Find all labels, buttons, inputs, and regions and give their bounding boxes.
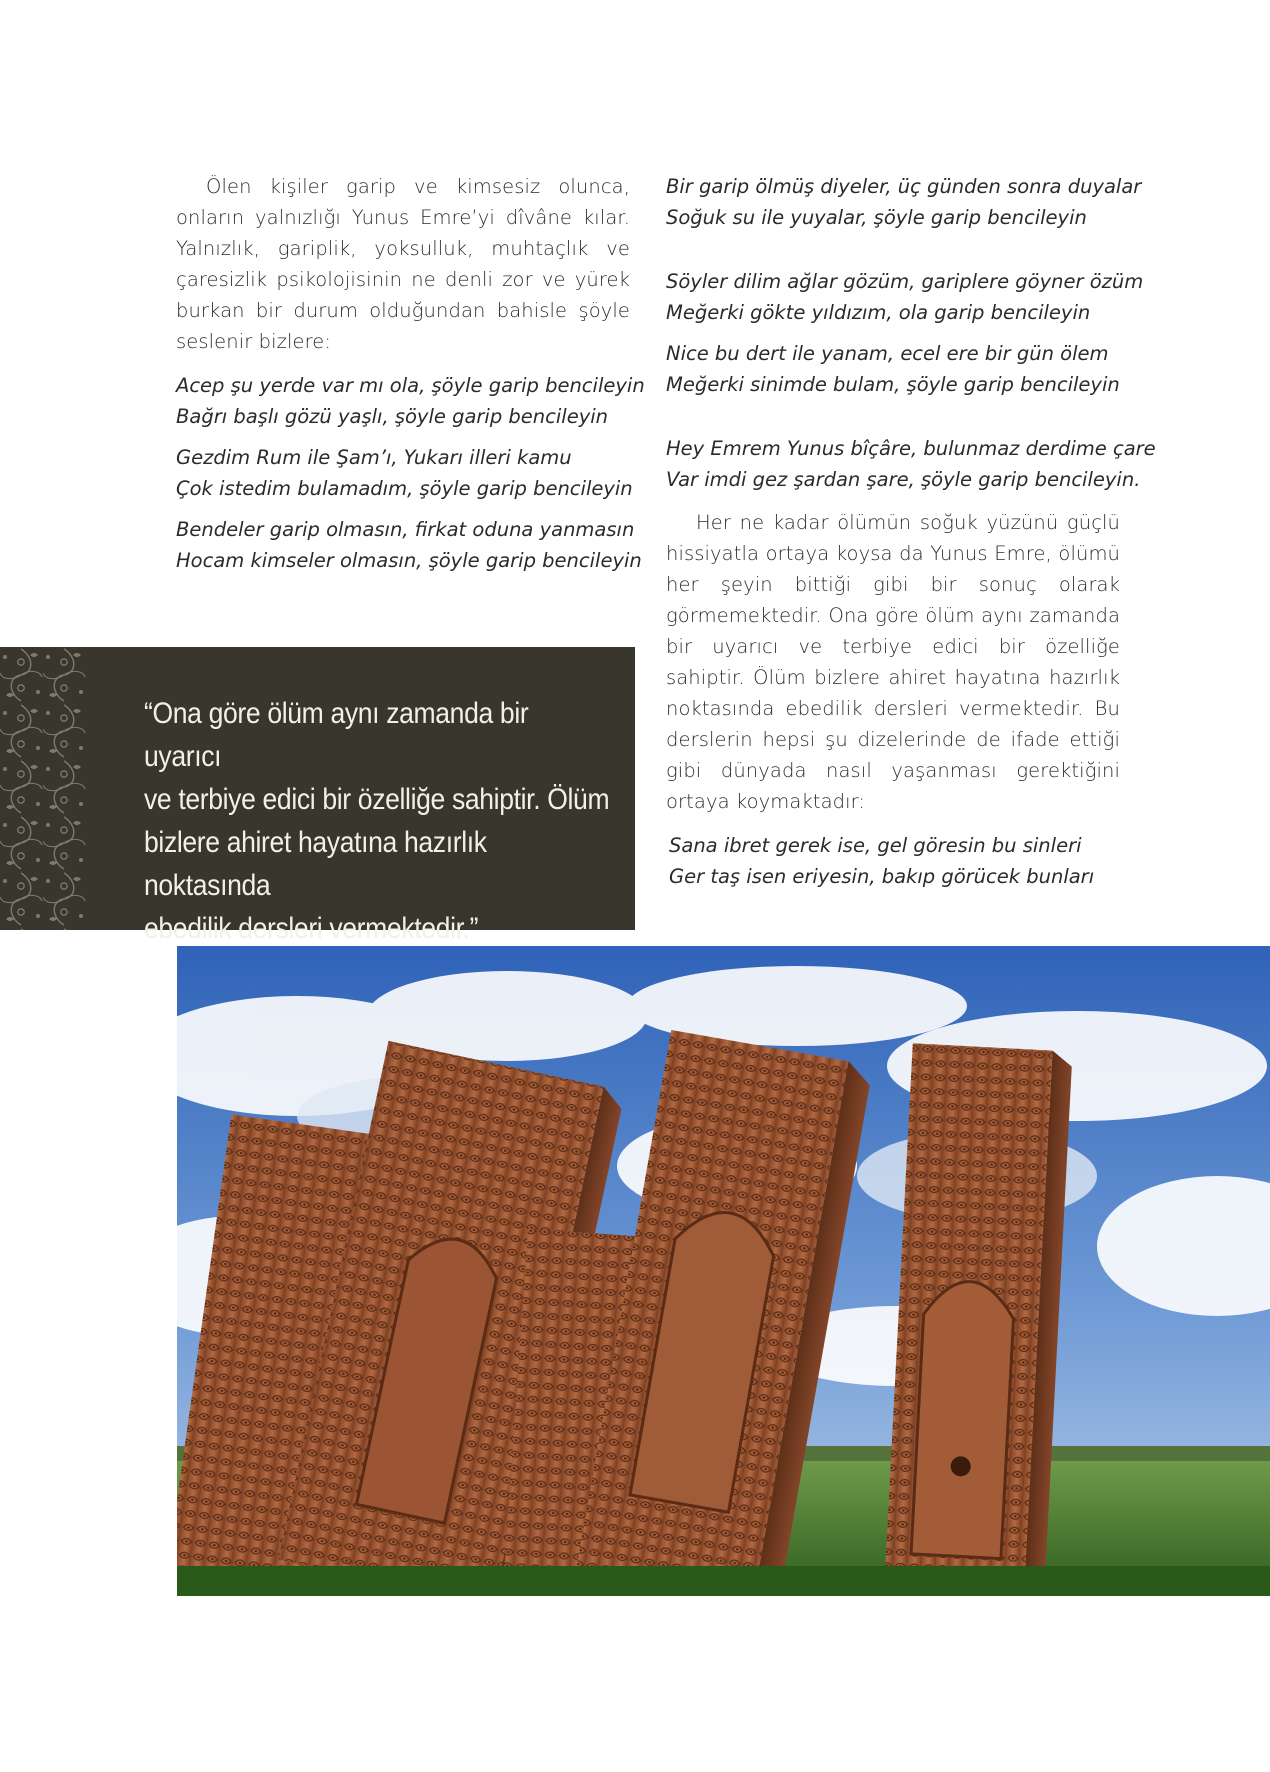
- gravestones-photo: [177, 946, 1270, 1596]
- verse-line: Var imdi gez şardan şare, şöyle garip bencileyin.: [666, 468, 1141, 491]
- verse-line: Meğerki gökte yıldızım, ola garip bencileyin: [666, 301, 1091, 324]
- verse-line: Ger taş isen eriyesin, bakıp görücek bunları: [669, 865, 1095, 888]
- verse-line: Bağrı başlı gözü yaşlı, şöyle garip bencileyin: [176, 405, 609, 428]
- body-paragraph: Her ne kadar ölümün soğuk yüzünü güçlü hissiyatla ortaya koysa da Yunus Emre, ölümü her şeyin bittiği gibi bir sonuç olarak görmemektedir. Ona göre ölüm aynı zamanda bir uyarıcı ve terbiye edici bir özelliğe sahiptir. Ölüm bizlere ahiret hayatına hazırlık noktasında ebedilik dersleri vermektedir. Bu derslerin hepsi şu dizelerinde de ifade ettiği gibi dünyada nasıl yaşanması gerektiğini ortaya koymaktadır:: [666, 511, 1120, 813]
- left-column: [176, 171, 645, 576]
- verse-line: Söyler dilim ağlar gözüm, gariplere göyner özüm: [666, 270, 1144, 293]
- verse-line: Bendeler garip olmasın, firkat oduna yanmasın: [176, 518, 635, 541]
- verse-line: Çok istedim bulamadım, şöyle garip bencileyin: [176, 477, 633, 500]
- quote-line: bizlere ahiret hayatına hazırlık noktasında: [144, 826, 487, 902]
- verse-line: Soğuk su ile yuyalar, şöyle garip bencileyin: [666, 206, 1087, 229]
- verse-stanza-3: [176, 514, 642, 576]
- verse-stanza-4: [666, 171, 1142, 233]
- verse-line: Hey Emrem Yunus bîçâre, bulunmaz derdime çare: [666, 437, 1156, 460]
- verse-line: Bir garip ölmüş diyeler, üç günden sonra duyalar: [666, 175, 1142, 198]
- quote-line: ebedilik dersleri vermektedir.”: [144, 912, 479, 945]
- photo-illustration: [177, 946, 1270, 1596]
- verse-stanza-1: [176, 370, 645, 432]
- verse-line: Meğerki sinimde bulam, şöyle garip bencileyin: [666, 373, 1120, 396]
- verse-line: Gezdim Rum ile Şam’ı, Yukarı illeri kamu: [176, 446, 572, 469]
- intro-paragraph: Ölen kişiler garip ve kimsesiz olunca, onların yalnızlığı Yunus Emre’yi dîvâne kılar. Yalnızlık, gariplik, yoksulluk, muhtaçlık ve çaresizlik psikolojisinin ne denli zor ve yürek burkan bir durum olduğundan bahisle şöyle seslenir bizlere:: [176, 175, 630, 353]
- verse-stanza-2: [176, 442, 633, 504]
- quote-line: “Ona göre ölüm aynı zamanda bir uyarıcı: [144, 697, 529, 773]
- verse-stanza-6: [666, 338, 1120, 400]
- verse-line: Sana ibret gerek ise, gel göresin bu sinleri: [669, 834, 1082, 857]
- verse-line: Hocam kimseler olmasın, şöyle garip bencileyin: [176, 549, 642, 572]
- verse-stanza-8: [666, 830, 1120, 892]
- pull-quote-box: [0, 647, 635, 945]
- quote-line: ve terbiye edici bir özelliğe sahiptir. Ölüm: [144, 783, 610, 816]
- right-column: [666, 171, 1156, 892]
- verse-stanza-7: [666, 433, 1156, 495]
- verse-line: Acep şu yerde var mı ola, şöyle garip bencileyin: [176, 374, 645, 397]
- verse-stanza-5: [666, 266, 1144, 328]
- floral-ornament-icon: [0, 647, 86, 930]
- pull-quote-text: [144, 692, 612, 950]
- verse-line: Nice bu dert ile yanam, ecel ere bir gün ölem: [666, 342, 1109, 365]
